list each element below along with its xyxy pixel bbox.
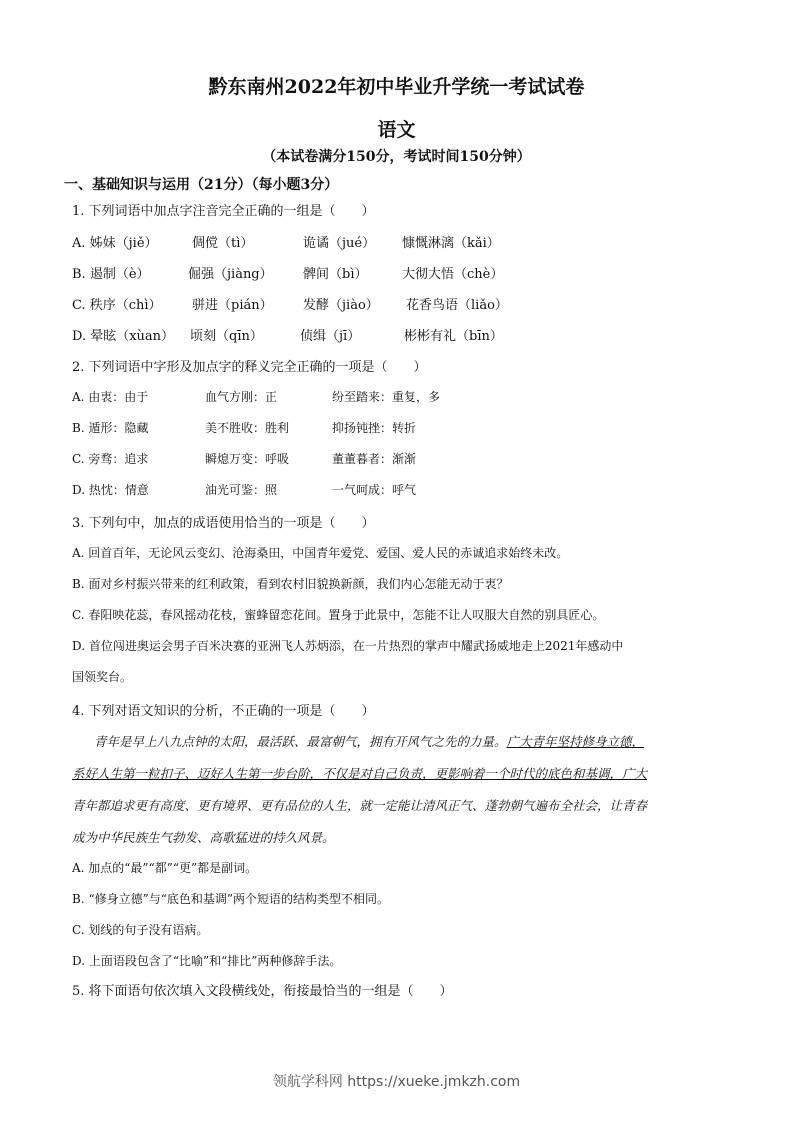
q1-option-c-3: 发酵（jiào） <box>303 298 379 313</box>
q4-underlined-start: 广大青年坚持修身立德， <box>506 734 645 749</box>
q4-passage-line3: 青年都追求更有高度、更有境界、更有品位的人生，就一定能让清风正气、蓬勃朝气遍布全社会，让青春 <box>72 798 648 813</box>
exam-note: （本试卷满分150分，考试时间150分钟） <box>262 149 531 165</box>
subject-title: 语文 <box>377 119 416 141</box>
q3-option-d-line2: 国领奖台。 <box>72 670 133 684</box>
q1-option-d-2: 顷刻（qīn） <box>190 329 263 344</box>
question-5-stem: 5. 将下面语句依次填入文段横线处，衔接最恰当的一组是（ ） <box>72 984 453 999</box>
q1-option-a-3: 诡谲（jué） <box>303 236 376 251</box>
q2-option-c-1: C. 旁骛：追求 <box>72 452 149 466</box>
q2-option-b-3: 抑扬钝挫：转折 <box>332 421 417 435</box>
q2-option-c-3: 董董暮者：渐渐 <box>332 452 417 466</box>
q2-option-d-2: 油光可鉴：照 <box>205 483 278 497</box>
question-3-stem: 3. 下列句中，加点的成语使用恰当的一项是（ ） <box>72 516 375 531</box>
q4-passage-line1-text: 青年是早上八九点钟的太阳，最活跃、最富朝气，拥有开风气之先的力量。 <box>94 734 507 749</box>
q1-option-a-1: A. 姊妹（jiě） <box>72 236 158 251</box>
q1-option-d-4: 彬彬有礼（bīn） <box>404 329 503 344</box>
q3-option-d-line1: D. 首位闯进奥运会男子百米决赛的亚洲飞人苏炳添，在一片热烈的掌声中耀武扬威地走上2021年感动中 <box>72 639 624 653</box>
q1-option-a-2: 倜傥（tì） <box>192 236 254 251</box>
q2-option-b-2: 美不胜收：胜利 <box>205 421 290 435</box>
q2-option-a-2: 血气方刚：正 <box>205 390 278 404</box>
q1-option-b-2: 倔强（jiàng） <box>188 267 273 282</box>
q2-option-d-1: D. 热忱：情意 <box>72 483 149 497</box>
page-footer: 领航学科网 https://xueke.jmkzh.com <box>272 1074 521 1090</box>
q1-option-b-3: 髀间（bì） <box>303 267 368 282</box>
q1-option-c-2: 骈进（pián） <box>192 298 273 313</box>
q1-option-b-4: 大彻大悟（chè） <box>402 267 504 282</box>
q1-option-a-4: 慷慨淋漓（kǎi） <box>402 236 500 251</box>
exam-title: 黔东南州2022年初中毕业升学统一考试试卷 <box>208 76 585 98</box>
q4-passage-line1 <box>94 732 644 750</box>
q1-option-d-3: 侦缉（jī） <box>300 329 361 344</box>
question-2-stem: 2. 下列词语中字形及加点字的释义完全正确的一项是（ ） <box>72 360 427 375</box>
q4-passage-line2: 系好人生第一粒扣子、迈好人生第一步台阶，不仅是对自己负责，更影响着一个时代的底色和基调，广大 <box>72 766 648 781</box>
section-heading: 一、基础知识与运用（21分）（每小题3分） <box>64 177 339 193</box>
q4-passage-line4: 成为中华民族生气勃发、高歌猛进的持久风景。 <box>72 830 335 845</box>
q4-option-c: C. 划线的句子没有语病。 <box>72 923 209 937</box>
q1-option-c-4: 花香鸟语（liǎo） <box>406 298 508 313</box>
q2-option-a-1: A. 由衷：由于 <box>72 390 149 404</box>
q4-option-d: D. 上面语段包含了“比喻”和“排比”两种修辞手法。 <box>72 954 342 968</box>
q4-option-a: A. 加点的“最”“都”“更”都是副词。 <box>72 861 258 875</box>
q2-option-a-3: 纷至踏来：重复，多 <box>332 390 441 404</box>
q3-option-c: C. 春阳映花蕊，春风摇动花枝，蜜蜂留恋花间。置身于此景中，怎能不让人叹服大自然的别具匠心。 <box>72 608 605 622</box>
q2-option-b-1: B. 遁形：隐藏 <box>72 421 149 435</box>
q2-option-c-2: 瞬熄万变：呼吸 <box>205 452 290 466</box>
q4-option-b: B. “修身立德”与“底色和基调”两个短语的结构类型不相同。 <box>72 892 389 906</box>
question-1-stem: 1. 下列词语中加点字注音完全正确的一组是（ ） <box>72 204 375 219</box>
question-4-stem: 4. 下列对语文知识的分析，不正确的一项是（ ） <box>72 704 375 719</box>
q1-option-b-1: B. 遏制（è） <box>72 267 150 282</box>
q3-option-b: B. 面对乡村振兴带来的红利政策，看到农村旧貌换新颜，我们内心怎能无动于衷？ <box>72 577 509 591</box>
q1-option-d-1: D. 晕眩（xùan） <box>72 329 175 344</box>
q2-option-d-3: 一气呵成：呼气 <box>332 483 417 497</box>
q1-option-c-1: C. 秩序（chì） <box>72 298 162 313</box>
q3-option-a: A. 回首百年，无论风云变幻、沧海桑田，中国青年爱党、爱国、爱人民的赤诚追求始终未改。 <box>72 546 569 560</box>
